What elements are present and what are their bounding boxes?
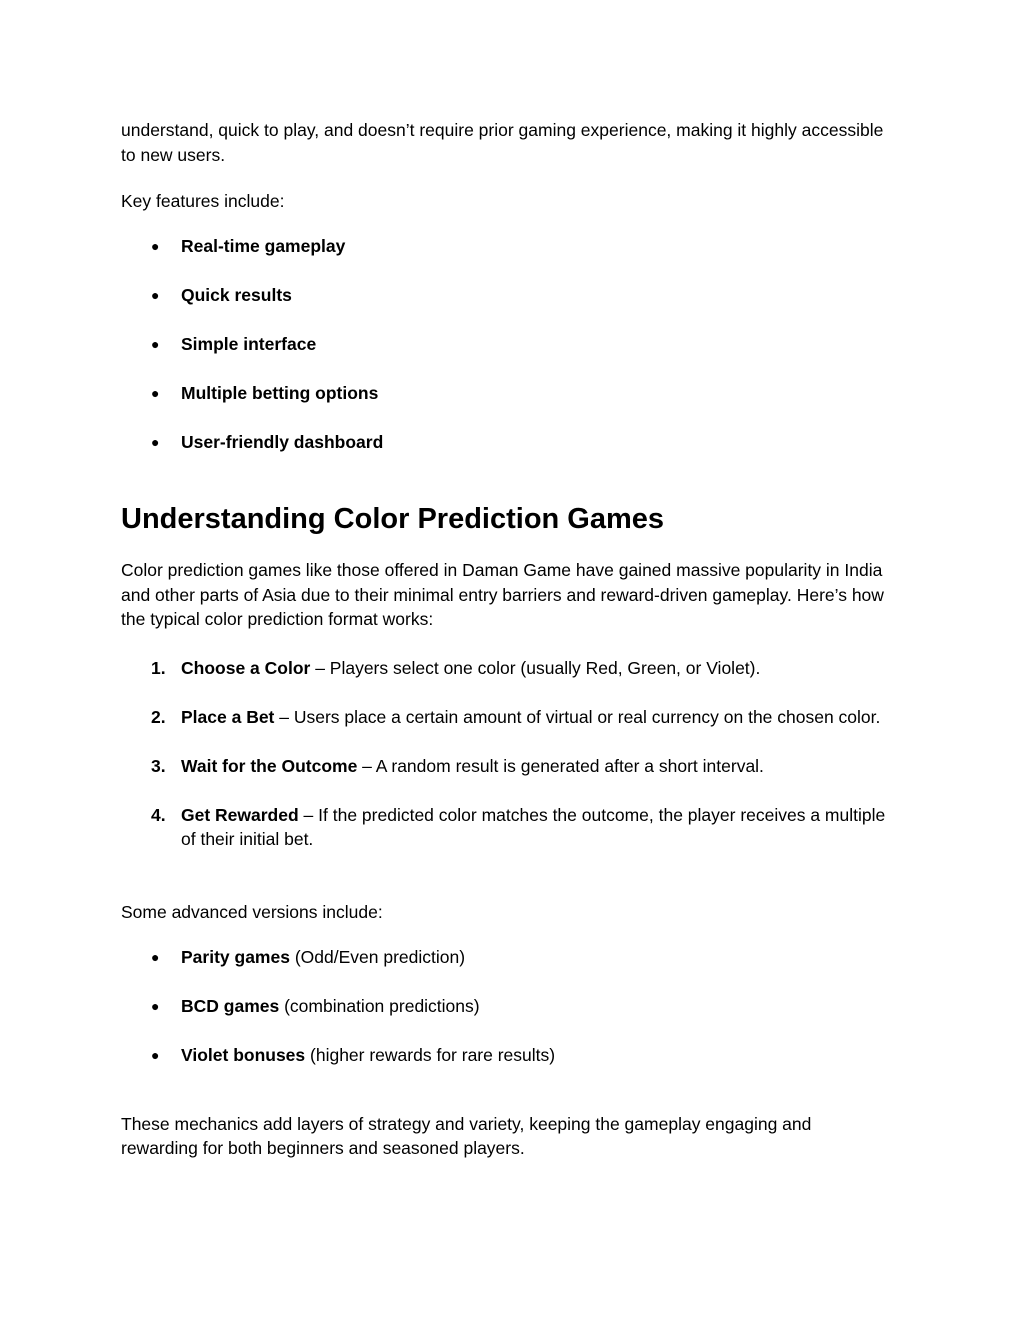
step-title: Choose a Color [181,657,311,678]
bullet-icon: ● [151,433,160,450]
document-page [121,118,891,1161]
bullet-icon: ● [151,384,160,401]
feature-label: Multiple betting options [181,382,379,403]
step-title: Wait for the Outcome [181,755,358,776]
step-number: 4. [151,804,166,825]
section-paragraph: Color prediction games like those offered in Daman Game have gained massive popularity in India and other parts of Asia due to their minimal entry barriers and reward-driven gameplay. Here’s how the typical color prediction format works: [121,560,884,629]
closing-paragraph: These mechanics add layers of strategy and variety, keeping the gameplay engaging and rewarding for both beginners and seasoned players. [121,1113,812,1158]
step-title: Place a Bet [181,706,275,727]
feature-label: User-friendly dashboard [181,431,384,452]
advanced-label: Some advanced versions include: [121,901,383,922]
list-item [121,945,891,970]
section-heading: Understanding Color Prediction Games [121,503,665,535]
advanced-text: (Odd/Even prediction) [289,947,466,967]
bullet-icon: ● [151,286,160,303]
step-title: Get Rewarded [181,804,299,825]
bullet-icon: ● [151,998,160,1014]
list-item [121,994,891,1019]
list-item [121,803,891,852]
features-list [121,234,891,455]
list-item [121,234,891,259]
step-number: 2. [151,706,166,727]
step-number: 1. [151,657,166,678]
advanced-text: (higher rewards for rare results) [305,1045,556,1065]
step-text: – If the predicted color matches the outcome, the player receives a multiple of their initial bet. [181,804,886,849]
list-item [121,656,891,681]
list-item [121,754,891,779]
list-item [121,430,891,455]
bullet-icon: ● [151,335,160,352]
advanced-list [121,945,891,1068]
advanced-text: (combination predictions) [279,996,480,1016]
advanced-title: Parity games [181,947,290,967]
bullet-icon: ● [151,949,160,965]
advanced-title: BCD games [181,996,280,1016]
list-item [121,283,891,308]
feature-label: Quick results [181,284,292,305]
intro-continuation: understand, quick to play, and doesn’t require prior gaming experience, making it highly accessible to new users. [121,120,884,165]
advanced-title: Violet bonuses [181,1045,306,1065]
step-text: – Players select one color (usually Red, Green, or Violet). [310,657,761,678]
steps-list [121,656,891,852]
step-text: – A random result is generated after a short interval. [357,755,764,776]
bullet-icon: ● [151,1047,160,1063]
list-item [121,332,891,357]
feature-label: Real-time gameplay [181,235,346,256]
feature-label: Simple interface [181,333,317,354]
key-features-label: Key features include: [121,191,285,211]
step-number: 3. [151,755,166,776]
list-item [121,1043,891,1068]
bullet-icon: ● [151,237,160,254]
list-item [121,381,891,406]
list-item [121,705,891,730]
step-text: – Users place a certain amount of virtual or real currency on the chosen color. [274,706,881,727]
